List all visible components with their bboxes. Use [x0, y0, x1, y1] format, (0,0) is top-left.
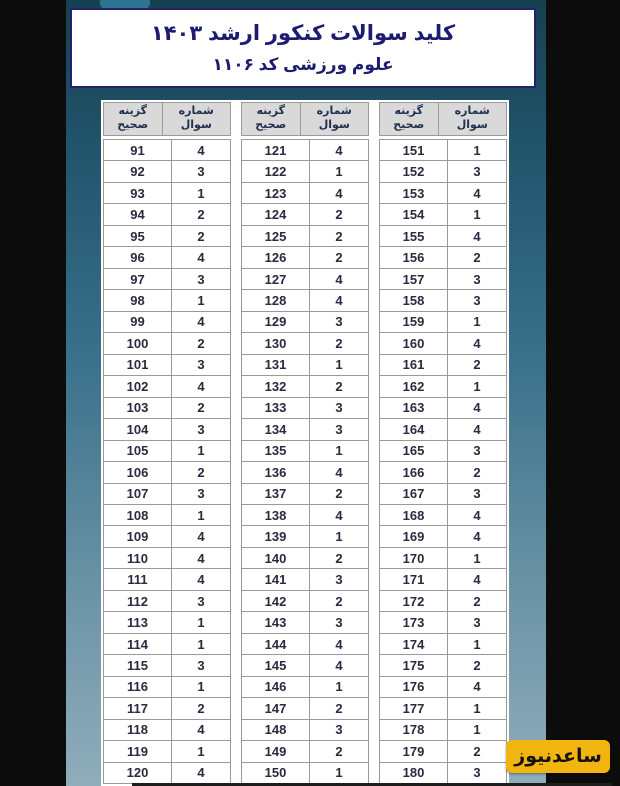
question-number-cell: 173 — [380, 612, 448, 632]
question-number-cell: 132 — [242, 376, 310, 396]
answer-cell: 2 — [335, 743, 343, 759]
question-number-cell: 144 — [242, 634, 310, 654]
answer-cell: 3 — [473, 615, 481, 631]
answer-cell: 2 — [335, 550, 343, 566]
table-row — [242, 160, 368, 181]
question-number-cell: 140 — [242, 548, 310, 568]
question-number-cell: 108 — [104, 505, 172, 525]
table-row — [242, 182, 368, 203]
question-number-cell: 120 — [104, 763, 172, 783]
answer-column-header: گزینه صحیح — [242, 103, 301, 135]
answer-cell: 2 — [197, 335, 205, 351]
question-number-cell: 107 — [104, 484, 172, 504]
question-number-cell: 156 — [380, 247, 448, 267]
table-row — [104, 289, 230, 310]
table-row — [104, 504, 230, 525]
answer-cell: 4 — [197, 142, 205, 158]
table-row — [104, 397, 230, 418]
table-row — [380, 160, 506, 181]
question-number-cell: 117 — [104, 698, 172, 718]
table-row — [380, 633, 506, 654]
answer-cell: 4 — [473, 529, 481, 545]
question-number-cell: 125 — [242, 226, 310, 246]
table-row — [104, 611, 230, 632]
page-title: کلید سوالات کنکور ارشد ۱۴۰۳ — [150, 21, 456, 45]
question-number-cell: 163 — [380, 398, 448, 418]
answer-cell: 4 — [335, 657, 343, 673]
table-row — [380, 654, 506, 675]
question-number-cell: 139 — [242, 526, 310, 546]
answer-cell: 4 — [335, 271, 343, 287]
table-row — [242, 719, 368, 740]
table-row — [104, 525, 230, 546]
teal-background — [66, 0, 546, 786]
question-number-cell: 130 — [242, 333, 310, 353]
table-row — [242, 203, 368, 224]
answer-cell: 3 — [473, 293, 481, 309]
question-number-cell: 129 — [242, 312, 310, 332]
answer-cell: 1 — [197, 293, 205, 309]
question-number-cell: 141 — [242, 569, 310, 589]
answer-table-151-180 — [379, 102, 507, 784]
table-row — [104, 483, 230, 504]
question-number-cell: 164 — [380, 419, 448, 439]
table-row — [242, 568, 368, 589]
table-row — [242, 547, 368, 568]
answer-cell: 2 — [335, 250, 343, 266]
table-row — [380, 268, 506, 289]
answer-cell: 4 — [473, 507, 481, 523]
answer-cell: 2 — [197, 700, 205, 716]
question-number-cell: 95 — [104, 226, 172, 246]
answer-cell: 1 — [473, 314, 481, 330]
question-number-cell: 97 — [104, 269, 172, 289]
table-row — [380, 182, 506, 203]
answer-tables-panel — [101, 100, 509, 786]
question-number-cell: 102 — [104, 376, 172, 396]
table-row — [380, 719, 506, 740]
question-number-cell: 174 — [380, 634, 448, 654]
answer-cell: 3 — [335, 615, 343, 631]
table-row — [380, 225, 506, 246]
table-row — [104, 633, 230, 654]
answer-cell: 1 — [197, 615, 205, 631]
question-number-cell: 105 — [104, 441, 172, 461]
table-row — [104, 268, 230, 289]
question-number-cell: 135 — [242, 441, 310, 461]
question-number-cell: 161 — [380, 355, 448, 375]
answer-cell: 3 — [197, 164, 205, 180]
table-row — [242, 397, 368, 418]
question-number-cell: 113 — [104, 612, 172, 632]
question-number-cell: 91 — [104, 140, 172, 160]
answer-cell: 4 — [473, 228, 481, 244]
answer-cell: 4 — [197, 765, 205, 781]
table-row — [104, 654, 230, 675]
table-row — [104, 740, 230, 761]
table-row — [380, 375, 506, 396]
table-row — [242, 311, 368, 332]
answer-cell: 4 — [335, 185, 343, 201]
table-header-row — [241, 102, 369, 136]
question-number-cell: 165 — [380, 441, 448, 461]
question-number-cell: 109 — [104, 526, 172, 546]
answer-cell: 3 — [473, 443, 481, 459]
answer-cell: 1 — [197, 185, 205, 201]
question-number-cell: 172 — [380, 591, 448, 611]
table-row — [380, 676, 506, 697]
table-row — [242, 504, 368, 525]
answer-cell: 4 — [197, 722, 205, 738]
question-number-cell: 150 — [242, 763, 310, 783]
question-number-cell: 96 — [104, 247, 172, 267]
answer-table-91-120 — [103, 102, 231, 784]
question-number-cell: 154 — [380, 204, 448, 224]
question-number-cell: 116 — [104, 677, 172, 697]
answer-cell: 3 — [197, 657, 205, 673]
table-row — [380, 246, 506, 267]
table-row — [380, 140, 506, 160]
answer-cell: 3 — [197, 357, 205, 373]
table-row — [242, 418, 368, 439]
answer-cell: 3 — [335, 400, 343, 416]
question-column-header: شماره سوال — [316, 105, 352, 131]
table-row — [380, 740, 506, 761]
question-number-cell: 159 — [380, 312, 448, 332]
question-number-cell: 137 — [242, 484, 310, 504]
table-row — [380, 332, 506, 353]
table-header-row — [103, 102, 231, 136]
table-row — [242, 762, 368, 783]
answer-cell: 2 — [335, 593, 343, 609]
table-row — [242, 440, 368, 461]
title-box — [70, 8, 536, 88]
answer-cell: 4 — [197, 550, 205, 566]
table-row — [104, 676, 230, 697]
answer-cell: 1 — [473, 207, 481, 223]
table-row — [104, 311, 230, 332]
question-number-cell: 166 — [380, 462, 448, 482]
answer-cell: 2 — [473, 250, 481, 266]
answer-cell: 3 — [335, 314, 343, 330]
question-number-cell: 115 — [104, 655, 172, 675]
table-body — [379, 139, 507, 784]
answer-cell: 4 — [473, 400, 481, 416]
question-number-cell: 128 — [242, 290, 310, 310]
question-number-cell: 143 — [242, 612, 310, 632]
answer-cell: 2 — [197, 207, 205, 223]
answer-cell: 4 — [473, 185, 481, 201]
answer-cell: 4 — [473, 572, 481, 588]
question-number-cell: 106 — [104, 462, 172, 482]
answer-cell: 1 — [197, 507, 205, 523]
answer-cell: 2 — [335, 378, 343, 394]
table-row — [380, 762, 506, 783]
answer-column-header: گزینه صحیح — [380, 103, 439, 135]
table-row — [380, 525, 506, 546]
answer-cell: 4 — [197, 250, 205, 266]
question-number-cell: 119 — [104, 741, 172, 761]
answer-cell: 1 — [473, 636, 481, 652]
table-row — [242, 676, 368, 697]
question-number-cell: 131 — [242, 355, 310, 375]
table-row — [242, 289, 368, 310]
question-number-cell: 122 — [242, 161, 310, 181]
table-row — [104, 762, 230, 783]
table-row — [380, 203, 506, 224]
question-number-cell: 93 — [104, 183, 172, 203]
table-row — [104, 182, 230, 203]
question-number-cell: 121 — [242, 140, 310, 160]
question-number-cell: 162 — [380, 376, 448, 396]
table-row — [380, 397, 506, 418]
question-number-cell: 126 — [242, 247, 310, 267]
question-number-cell: 160 — [380, 333, 448, 353]
answer-cell: 1 — [197, 679, 205, 695]
answer-cell: 2 — [335, 335, 343, 351]
table-row — [380, 568, 506, 589]
table-row — [242, 740, 368, 761]
table-row — [380, 547, 506, 568]
answer-cell: 4 — [335, 507, 343, 523]
question-number-cell: 149 — [242, 741, 310, 761]
answer-cell: 2 — [197, 400, 205, 416]
table-row — [104, 547, 230, 568]
answer-cell: 4 — [335, 293, 343, 309]
answer-cell: 2 — [197, 228, 205, 244]
table-row — [380, 354, 506, 375]
question-number-cell: 142 — [242, 591, 310, 611]
question-number-cell: 138 — [242, 505, 310, 525]
table-row — [242, 633, 368, 654]
table-row — [380, 483, 506, 504]
answer-cell: 2 — [197, 464, 205, 480]
answer-table-121-150 — [241, 102, 369, 784]
question-number-cell: 171 — [380, 569, 448, 589]
answer-cell: 3 — [473, 164, 481, 180]
question-number-cell: 147 — [242, 698, 310, 718]
question-number-cell: 101 — [104, 355, 172, 375]
question-number-cell: 112 — [104, 591, 172, 611]
answer-cell: 3 — [197, 593, 205, 609]
watermark-label: ساعدنیوز — [514, 746, 602, 767]
question-number-cell: 123 — [242, 183, 310, 203]
table-row — [104, 225, 230, 246]
answer-column-header: گزینه صحیح — [104, 103, 163, 135]
table-row — [104, 418, 230, 439]
answer-cell: 3 — [197, 486, 205, 502]
answer-cell: 3 — [473, 486, 481, 502]
question-number-cell: 103 — [104, 398, 172, 418]
table-header-row — [379, 102, 507, 136]
question-number-cell: 99 — [104, 312, 172, 332]
question-number-cell: 151 — [380, 140, 448, 160]
question-number-cell: 104 — [104, 419, 172, 439]
table-row — [380, 418, 506, 439]
answer-cell: 3 — [473, 765, 481, 781]
table-row — [104, 375, 230, 396]
answer-cell: 1 — [335, 164, 343, 180]
table-row — [104, 160, 230, 181]
table-body — [241, 139, 369, 784]
answer-cell: 1 — [473, 378, 481, 394]
table-row — [380, 289, 506, 310]
table-row — [104, 440, 230, 461]
table-row — [242, 140, 368, 160]
table-row — [242, 354, 368, 375]
answer-cell: 1 — [335, 765, 343, 781]
table-row — [104, 354, 230, 375]
question-number-cell: 134 — [242, 419, 310, 439]
table-row — [104, 719, 230, 740]
right-black-bar — [546, 0, 620, 786]
answer-cell: 1 — [335, 443, 343, 459]
table-row — [104, 140, 230, 160]
answer-cell: 1 — [473, 550, 481, 566]
table-row — [242, 483, 368, 504]
answer-cell: 1 — [335, 679, 343, 695]
question-number-cell: 175 — [380, 655, 448, 675]
question-number-cell: 94 — [104, 204, 172, 224]
answer-cell: 4 — [335, 142, 343, 158]
question-number-cell: 177 — [380, 698, 448, 718]
answer-cell: 1 — [473, 700, 481, 716]
question-number-cell: 110 — [104, 548, 172, 568]
question-number-cell: 169 — [380, 526, 448, 546]
question-number-cell: 178 — [380, 720, 448, 740]
question-number-cell: 114 — [104, 634, 172, 654]
question-number-cell: 100 — [104, 333, 172, 353]
table-row — [380, 611, 506, 632]
question-number-cell: 127 — [242, 269, 310, 289]
answer-cell: 1 — [335, 529, 343, 545]
table-row — [242, 525, 368, 546]
question-number-cell: 157 — [380, 269, 448, 289]
left-black-bar — [0, 0, 66, 786]
answer-cell: 1 — [197, 443, 205, 459]
answer-cell: 2 — [473, 743, 481, 759]
answer-cell: 4 — [197, 572, 205, 588]
answer-cell: 2 — [473, 464, 481, 480]
answer-cell: 2 — [335, 228, 343, 244]
answer-cell: 2 — [335, 486, 343, 502]
answer-cell: 3 — [335, 421, 343, 437]
question-number-cell: 176 — [380, 677, 448, 697]
question-number-cell: 98 — [104, 290, 172, 310]
answer-cell: 1 — [197, 636, 205, 652]
question-number-cell: 167 — [380, 484, 448, 504]
answer-cell: 2 — [335, 207, 343, 223]
table-row — [104, 246, 230, 267]
table-row — [104, 590, 230, 611]
table-row — [242, 268, 368, 289]
answer-cell: 1 — [197, 743, 205, 759]
table-row — [380, 440, 506, 461]
question-number-cell: 168 — [380, 505, 448, 525]
answer-cell: 3 — [197, 271, 205, 287]
answer-cell: 4 — [197, 529, 205, 545]
answer-cell: 4 — [197, 314, 205, 330]
question-number-cell: 158 — [380, 290, 448, 310]
question-number-cell: 180 — [380, 763, 448, 783]
table-row — [104, 568, 230, 589]
question-number-cell: 92 — [104, 161, 172, 181]
answer-cell: 3 — [197, 421, 205, 437]
table-row — [104, 697, 230, 718]
table-row — [380, 697, 506, 718]
answer-cell: 4 — [335, 464, 343, 480]
question-number-cell: 148 — [242, 720, 310, 740]
table-row — [242, 697, 368, 718]
table-row — [242, 654, 368, 675]
question-number-cell: 111 — [104, 569, 172, 589]
answer-cell: 4 — [335, 636, 343, 652]
question-number-cell: 179 — [380, 741, 448, 761]
question-column-header: شماره سوال — [178, 105, 214, 131]
answer-cell: 4 — [473, 679, 481, 695]
answer-cell: 1 — [473, 722, 481, 738]
answer-cell: 4 — [473, 421, 481, 437]
answer-cell: 2 — [335, 700, 343, 716]
table-row — [104, 203, 230, 224]
question-number-cell: 170 — [380, 548, 448, 568]
question-column-header: شماره سوال — [454, 105, 490, 131]
question-number-cell: 152 — [380, 161, 448, 181]
question-number-cell: 146 — [242, 677, 310, 697]
table-row — [380, 504, 506, 525]
answer-cell: 3 — [335, 722, 343, 738]
table-row — [242, 611, 368, 632]
table-row — [242, 225, 368, 246]
table-row — [242, 332, 368, 353]
page-subtitle: علوم ورزشی کد ۱۱۰۶ — [212, 55, 394, 75]
answer-cell: 2 — [473, 593, 481, 609]
question-number-cell: 155 — [380, 226, 448, 246]
table-row — [380, 590, 506, 611]
question-number-cell: 118 — [104, 720, 172, 740]
table-row — [242, 461, 368, 482]
question-number-cell: 153 — [380, 183, 448, 203]
answer-cell: 2 — [473, 357, 481, 373]
answer-cell: 4 — [197, 378, 205, 394]
answer-cell: 2 — [473, 657, 481, 673]
question-number-cell: 133 — [242, 398, 310, 418]
table-row — [242, 590, 368, 611]
table-row — [380, 461, 506, 482]
table-row — [104, 332, 230, 353]
table-row — [380, 311, 506, 332]
answer-cell: 3 — [335, 572, 343, 588]
answer-cell: 3 — [473, 271, 481, 287]
table-row — [242, 246, 368, 267]
question-number-cell: 124 — [242, 204, 310, 224]
answer-cell: 1 — [473, 142, 481, 158]
question-number-cell: 136 — [242, 462, 310, 482]
watermark-badge — [506, 740, 610, 773]
table-row — [104, 461, 230, 482]
answer-cell: 4 — [473, 335, 481, 351]
table-row — [242, 375, 368, 396]
table-body — [103, 139, 231, 784]
answer-cell: 1 — [335, 357, 343, 373]
question-number-cell: 145 — [242, 655, 310, 675]
